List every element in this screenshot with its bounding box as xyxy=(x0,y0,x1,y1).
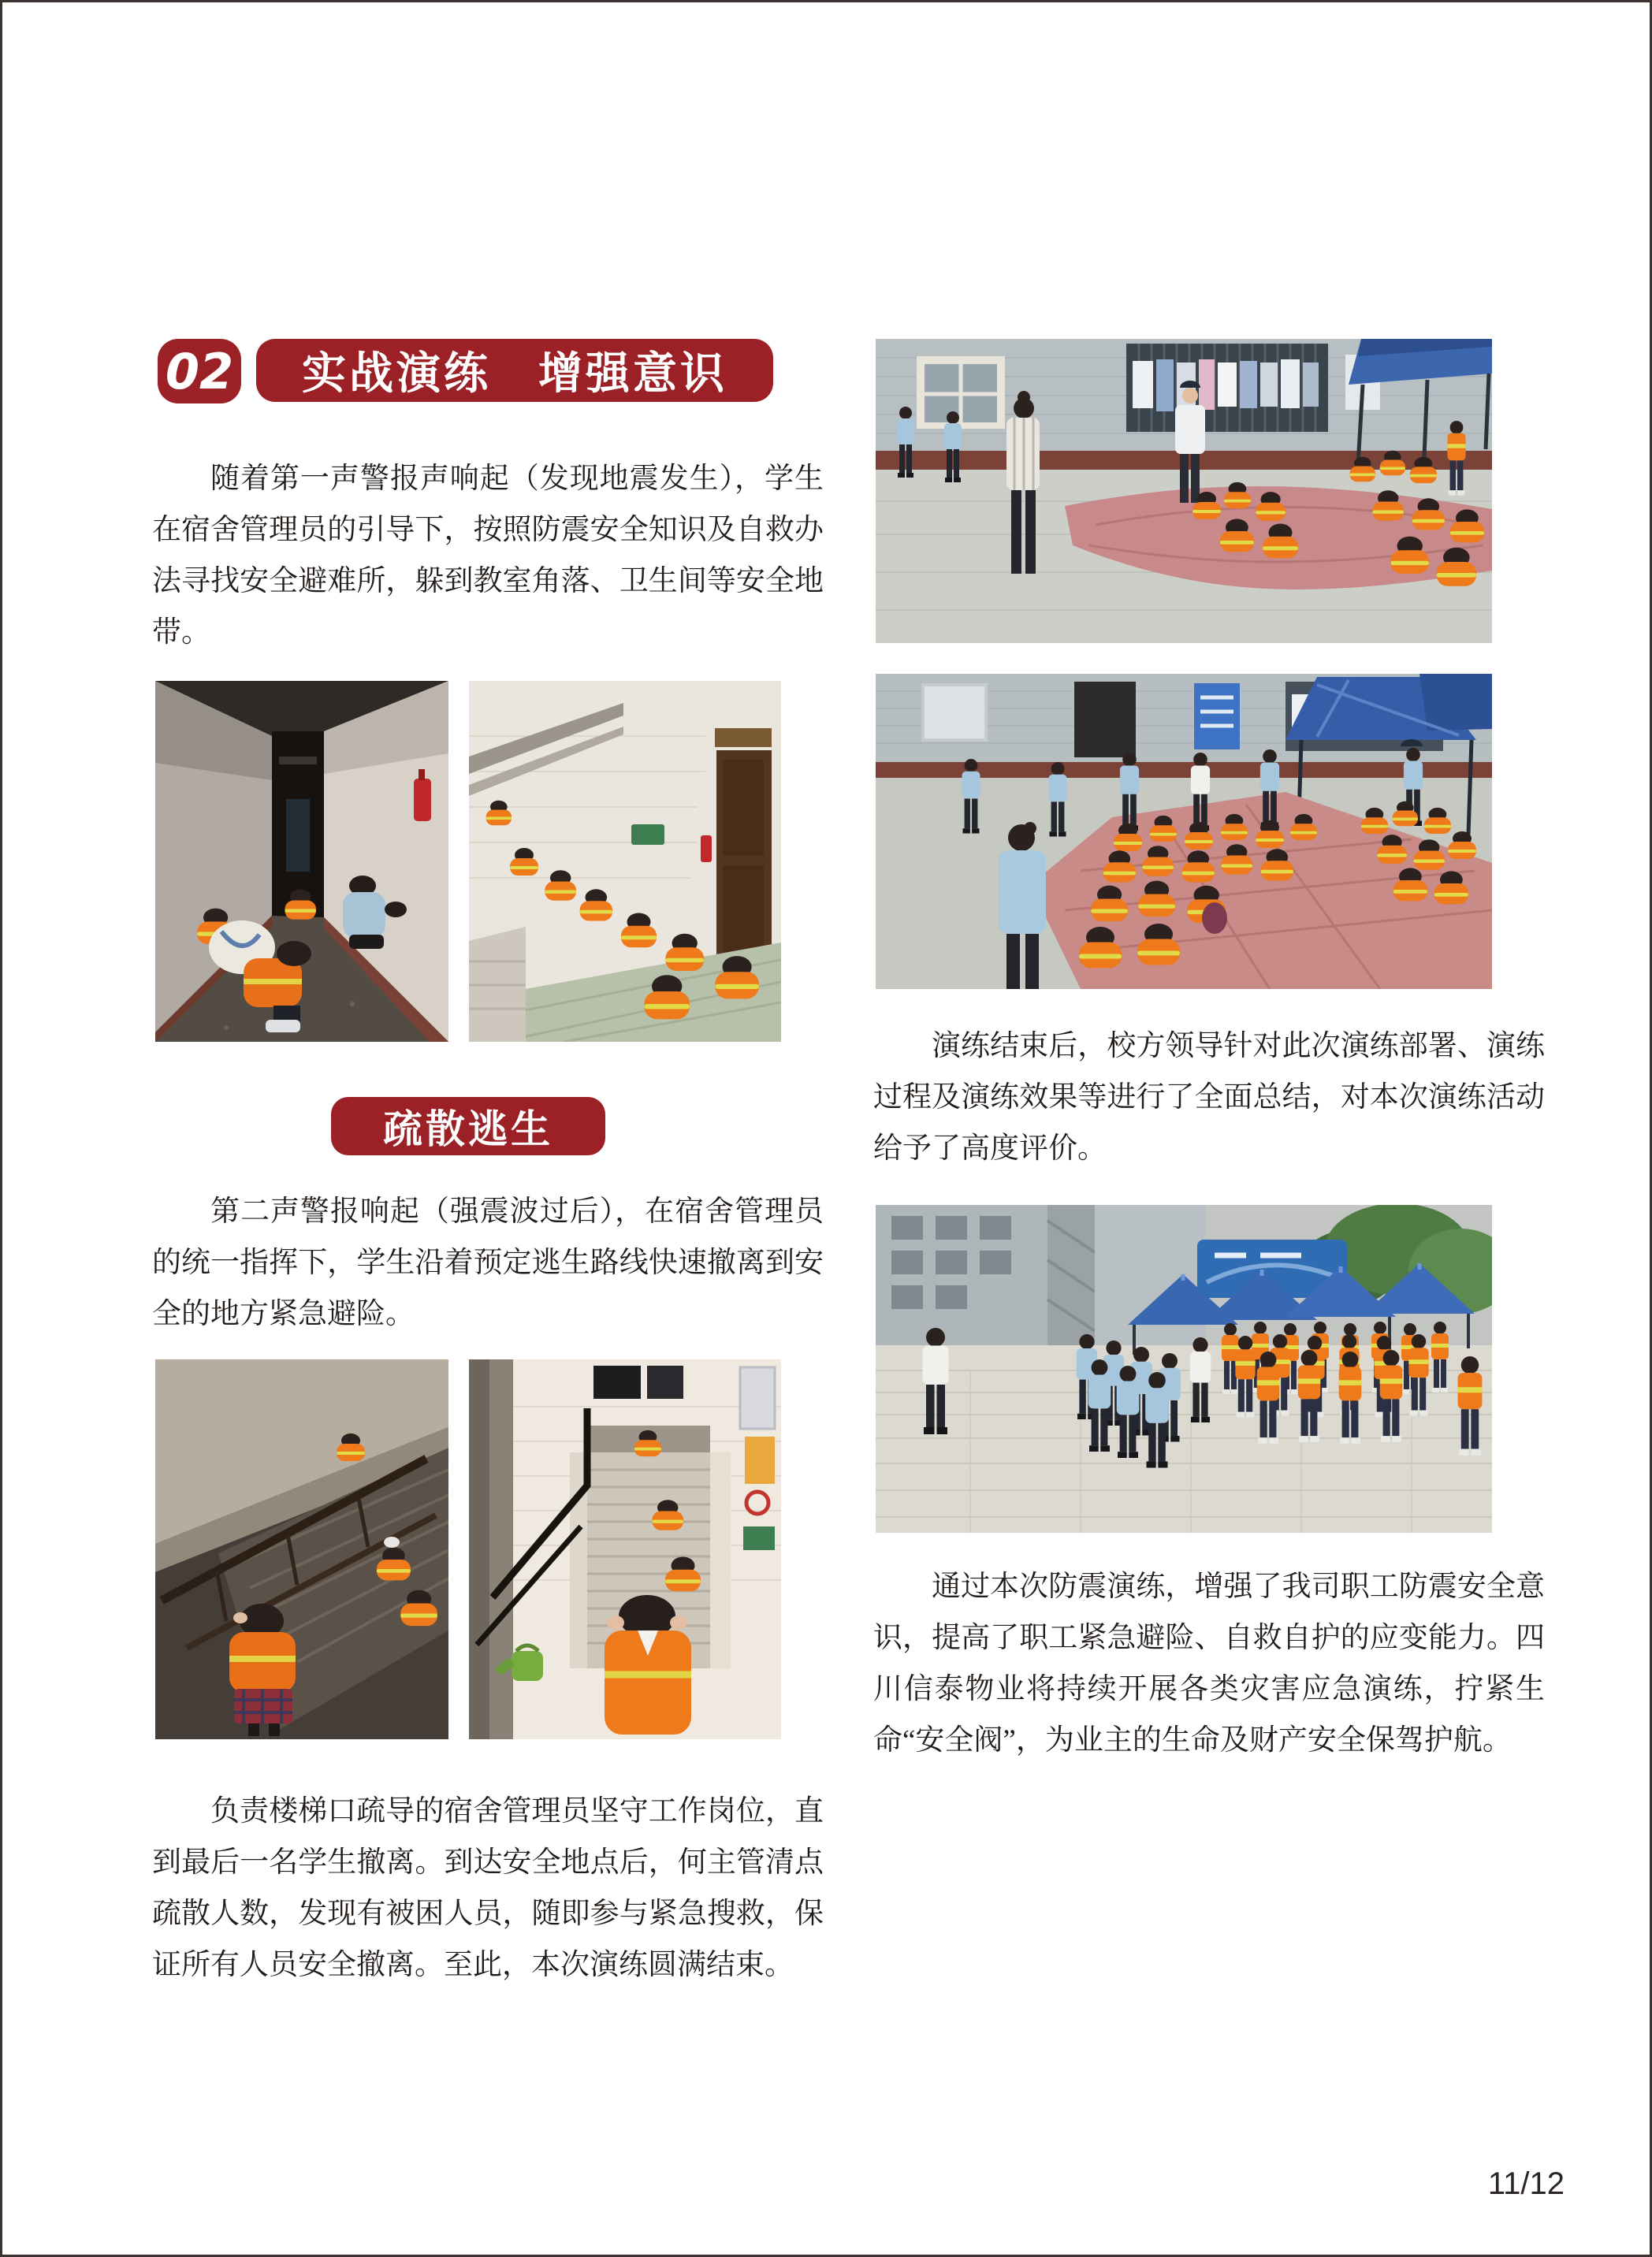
photo-stairs-bright-image xyxy=(469,1359,781,1739)
paragraph-evacuate-intro: 第二声警报响起（强震波过后），在宿舍管理员的统一指挥下，学生沿着预定逃生路线快速撤离到安全的地方紧急避险。 xyxy=(152,1195,824,1330)
photo-stairs-dark-image xyxy=(155,1359,448,1739)
section-title-evacuate: 疏散逃生 xyxy=(331,1097,605,1155)
photo-courtyard-duck-2-image xyxy=(876,674,1492,989)
paragraph-review: 演练结束后，校方领导针对此次演练部署、演练过程及演练效果等进行了全面总结，对本次演练活动给予了高度评价。 xyxy=(873,1030,1545,1165)
paragraph-conclusion: 通过本次防震演练，增强了我司职工防震安全意识，提高了职工紧急避险、自救自护的应变能力。四川信泰物业将持续开展各类灾害应急演练，拧紧生命“安全阀”，为业主的生命及财产安全保驾护航。 xyxy=(873,1571,1545,1757)
photo-courtyard-duck-1-image xyxy=(876,339,1492,643)
photo-courtyard-duck-1 xyxy=(876,339,1492,643)
photo-courtyard-duck-2 xyxy=(876,674,1492,989)
section-number-badge: 02 xyxy=(158,339,241,403)
photo-stairs-bright xyxy=(469,1359,781,1739)
page-number: 11/12 xyxy=(1487,2166,1565,2201)
photo-assembly-review-image xyxy=(876,1205,1492,1533)
paragraph-drill-intro: 随着第一声警报声响起（发现地震发生），学生在宿舍管理员的引导下，按照防震安全知识及自救办法寻找安全避难所，躲到教室角落、卫生间等安全地带。 xyxy=(152,463,824,649)
paragraph-evacuate-summary: 负责楼梯口疏导的宿舍管理员坚守工作岗位，直到最后一名学生撤离。到达安全地点后，何主管清点疏散人数，发现有被困人员，随即参与紧急搜救，保证所有人员安全撤离。至此，本次演练圆满结束。 xyxy=(152,1795,824,1981)
section-title-drill: 实战演练 增强意识 xyxy=(256,339,773,402)
photo-corridor-duck xyxy=(155,681,448,1042)
photo-assembly-review xyxy=(876,1205,1492,1533)
photo-stairs-dark xyxy=(155,1359,448,1739)
photo-corridor-duck-image xyxy=(155,681,448,1042)
photo-hall-wall-duck-image xyxy=(469,681,781,1042)
photo-hall-wall-duck xyxy=(469,681,781,1042)
